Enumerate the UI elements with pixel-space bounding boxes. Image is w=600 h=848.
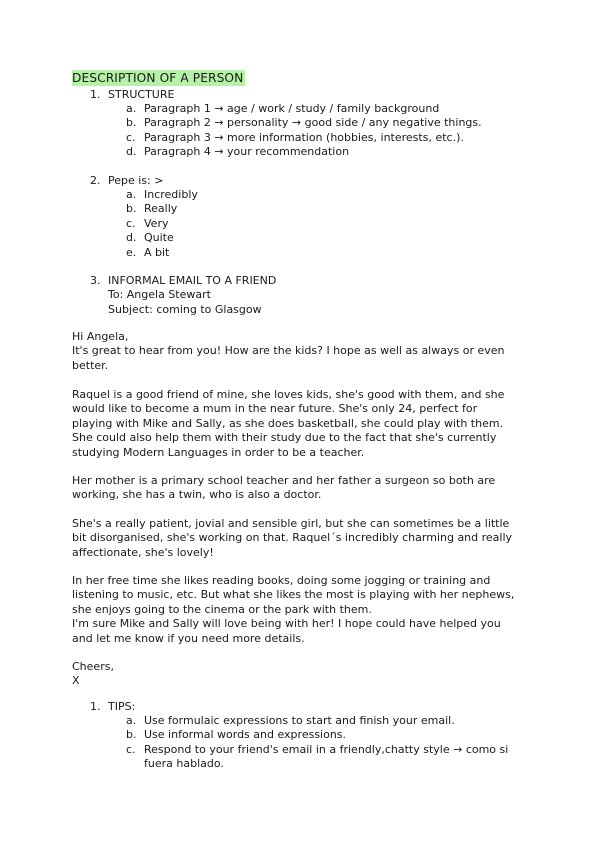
- section-heading: STRUCTURE: [108, 88, 175, 101]
- list-item: c. Respond to your friend's email in a friendly,chatty style → como si: [126, 742, 509, 756]
- list-number: 3.: [90, 274, 101, 287]
- email-signoff: [72, 660, 542, 689]
- email-paragraph-5: In her free time she likes reading books, doing some jogging or training and listening to music, etc. But what she likes the most is playing with her nephews, she enjoys going to the cinema or the park with them. I'm sure Mike and Sally will love being with her! I hope could have helped you and let me know if you need more details.: [72, 574, 515, 645]
- email-signature: X: [72, 674, 80, 688]
- list-item: d. Paragraph 4 → your recommendation: [126, 145, 350, 159]
- list-item: b. Paragraph 2 → personality → good side / any negative things.: [126, 116, 482, 130]
- section-pepe: [90, 174, 164, 188]
- list-number: 2.: [90, 174, 101, 187]
- list-item-continuation: fuera hablado.: [144, 757, 224, 771]
- list-item: b. Use informal words and expressions.: [126, 728, 347, 742]
- email-paragraph-2: Raquel is a good friend of mine, she loves kids, she's good with them, and she would like to become a mum in the near future. She's only 24, perfect for playing with Mike and Sally, as she does basketball, she could play with them. She could also help them with their study due to the fact that she's currently studying Modern Languages in order to be a teacher.: [72, 388, 505, 459]
- email-paragraph-4: She's a really patient, jovial and sensible girl, but she can sometimes be a little bit disorganised, she's working on that. Raquel´s incredibly charming and really affectionate, she's lovely!: [72, 517, 513, 559]
- section-heading: INFORMAL EMAIL TO A FRIEND: [108, 274, 277, 287]
- list-item: a. Paragraph 1 → age / work / study / family background: [126, 102, 440, 115]
- list-item: c. Paragraph 3 → more information (hobbies, interests, etc.).: [126, 130, 464, 144]
- list-item: a. Incredibly: [126, 188, 198, 201]
- email-paragraph-1: Hi Angela, It's great to hear from you! How are the kids? I hope as well as always or even better.: [72, 330, 542, 373]
- email-greeting: Hi Angela,: [72, 330, 129, 343]
- list-number: 1.: [90, 88, 101, 101]
- section-structure: [90, 88, 175, 102]
- list-item: c. Very: [126, 216, 169, 230]
- email-subject: Subject: coming to Glasgow: [108, 302, 262, 316]
- page-title: DESCRIPTION OF A PERSON: [72, 71, 244, 85]
- list-item: d. Quite: [126, 231, 174, 245]
- adverb-list: [126, 188, 198, 260]
- section-tips: [90, 700, 136, 714]
- structure-list: [126, 102, 482, 160]
- list-item: b. Really: [126, 202, 178, 216]
- list-item: e. A bit: [126, 245, 170, 259]
- email-closing: Cheers,: [72, 660, 114, 673]
- email-to: To: Angela Stewart: [108, 288, 211, 302]
- list-number: 1.: [90, 700, 101, 713]
- list-item: a. Use formulaic expressions to start and finish your email.: [126, 714, 455, 727]
- tips-list: [126, 714, 509, 772]
- section-email-header: [90, 274, 277, 317]
- section-heading: TIPS:: [108, 700, 136, 713]
- section-heading: Pepe is: >: [108, 174, 164, 187]
- email-paragraph-3: Her mother is a primary school teacher and her father a surgeon so both are working, she has a twin, who is also a doctor.: [72, 474, 496, 502]
